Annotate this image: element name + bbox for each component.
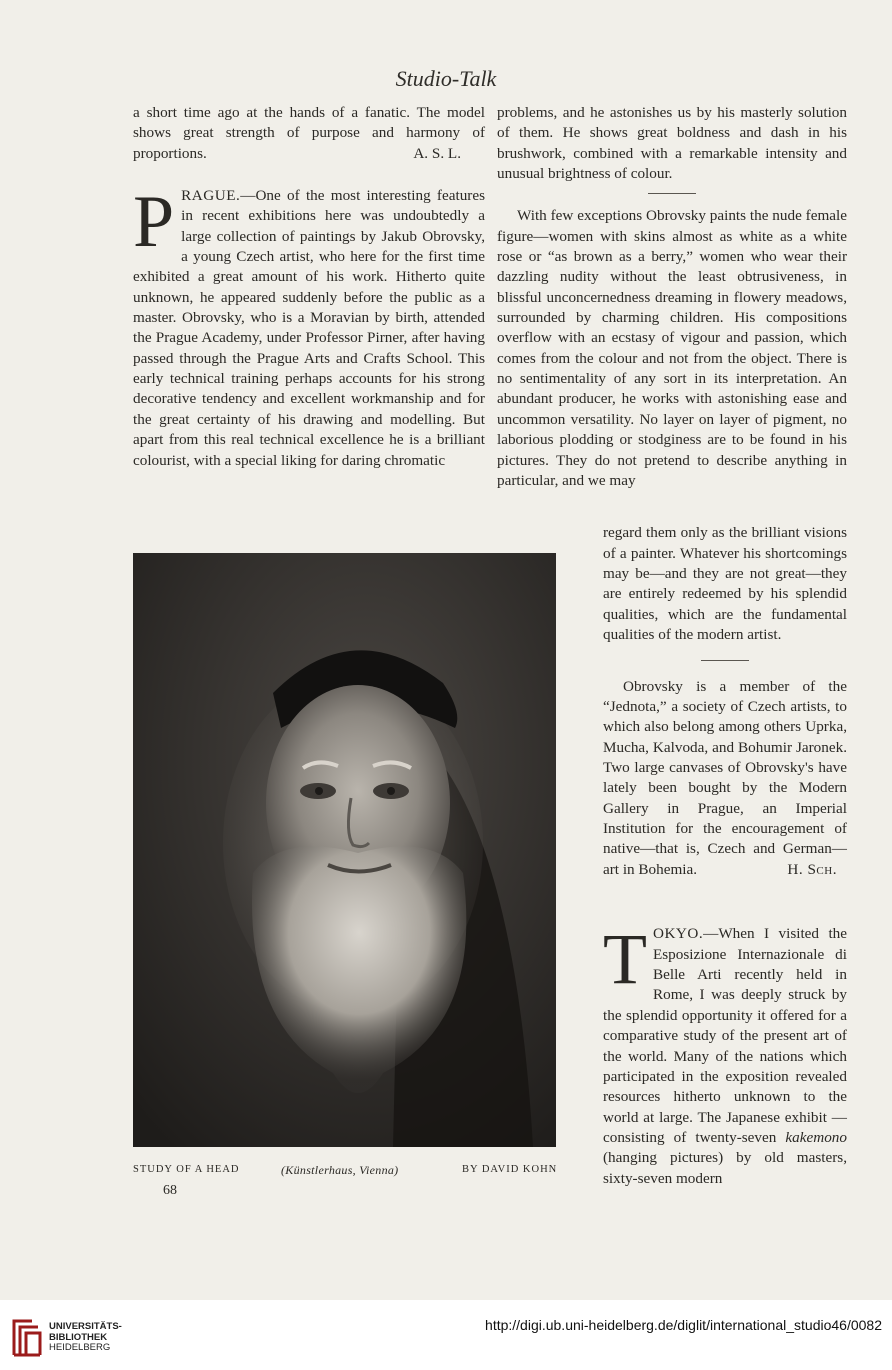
- prague-lead: RAGUE.: [181, 187, 241, 205]
- library-line-2: BIBLIOTHEK: [49, 1331, 108, 1343]
- tokyo-lead: OKYO.: [652, 925, 704, 943]
- source-url-link[interactable]: http://digi.ub.uni-heidelberg.de/diglit/international_studio46/0082: [485, 1317, 882, 1333]
- intro-text: a short time ago at the hands of a fanatic. The model shows great strength of purpose and harmony of proportions.: [133, 104, 485, 162]
- library-line-1: UNIVERSITÄTS-: [49, 1321, 122, 1332]
- left-column: [133, 103, 485, 471]
- prague-text: —One of the most interesting features in recent exhibitions here was undoubtedly a large collection of paintings by Jakub Obrovsky, a young Czech artist, who here for the first time exhibited a great amount of his work. Hitherto quite unknown, he appeared suddenly before the public as a master. Obrovsky, who is a Moravian by birth, attended the Prague Academy, under Professor Pirner, after having passed through the Prague Arts and Crafts School. This early technical training perhaps accounts for his strong decorative tendency and excellent workmanship and for the great certainty of his drawing and modelling. But apart from this real technical excellence he is a brilliant colourist, with a special liking for daring chromatic: [133, 187, 485, 469]
- tokyo-text-1: —When I visited the Esposizione Internazionale di Belle Arti recently held in Rome, I was deeply struck by the splendid opportunity it offered for a comparative study of the present art of the world. Many of the nations which participated in the exposition revealed resources hitherto unknown to the world at large. The Japanese exhibit —consisting of twenty-seven: [603, 925, 847, 1146]
- page-number: 68: [163, 1183, 177, 1198]
- footer-bar: [0, 1300, 892, 1370]
- library-line-3: HEIDELBERG: [49, 1342, 111, 1353]
- section-divider: [648, 193, 696, 194]
- right-p2-continued: regard them only as the brilliant visions of a painter. Whatever his shortcomings may be—and they are not great—they are entirely redeemed by his splendid qualities, which are the fundamental qualities of the modern artist.: [603, 524, 847, 643]
- library-name: [49, 1322, 122, 1354]
- right-p1: problems, and he astonishes us by his masterly solution of them. He shows great boldness and dash in his brushwork, combined with a remarkable intensity and unusual brightness of colour.: [497, 104, 847, 183]
- intro-signature: A. S. L.: [413, 144, 461, 162]
- portrait-illustration: [133, 553, 556, 1147]
- right-column: [497, 103, 847, 491]
- library-logo-icon: [10, 1315, 44, 1364]
- right-p3: [603, 677, 847, 880]
- p3-signature: H. Sch.: [787, 860, 837, 878]
- running-header: Studio-Talk: [395, 66, 497, 91]
- caption-location: (Künstlerhaus, Vienna): [281, 1163, 399, 1177]
- tokyo-paragraph: [603, 919, 847, 1188]
- section-divider: [701, 660, 749, 661]
- drop-cap-t: T: [603, 919, 647, 1000]
- right-p2: With few exceptions Obrovsky paints the nude female figure—women with skins almost as white as a white rose or “as brown as a berry,” women who wear their dazzling nudity without the least obtrusiveness, in blissful unconcernedness dreaming in flowery meadows, surrounded by charming children. His compositions overflow with an ecstasy of vigour and passion, which comes from the colour and not from the object. There is no sentimentality of any sort in its interpretation. An abundant producer, he works with astonishing ease and uncommon versatility. No layer on layer of pigment, no laborious plodding or stodginess are to be found in his pictures. They do not pretend to describe anything in particular, and we may: [497, 207, 847, 489]
- drop-cap-p: P: [133, 181, 175, 264]
- prague-paragraph: [133, 181, 485, 471]
- portrait-image: [133, 553, 556, 1147]
- right-p3-text: Obrovsky is a member of the “Jednota,” a society of Czech artists, to which also belong among others Uprka, Mucha, Kalvoda, and Bohumir Jaronek. Two large canvases of Obrovsky's have lately been bought by the Modern Gallery in Prague, an Imperial Institution for the encouragement of native—that is, Czech and German—art in Bohemia.: [603, 677, 847, 878]
- narrow-column: [603, 508, 847, 1204]
- tokyo-text-2: (hanging pictures) by old masters, sixty-seven modern: [603, 1149, 847, 1187]
- intro-paragraph: [133, 103, 485, 164]
- tokyo-italic-term: kakemono: [785, 1128, 847, 1146]
- caption-artist: BY DAVID KOHN: [462, 1164, 558, 1175]
- caption-title: STUDY OF A HEAD: [133, 1164, 240, 1175]
